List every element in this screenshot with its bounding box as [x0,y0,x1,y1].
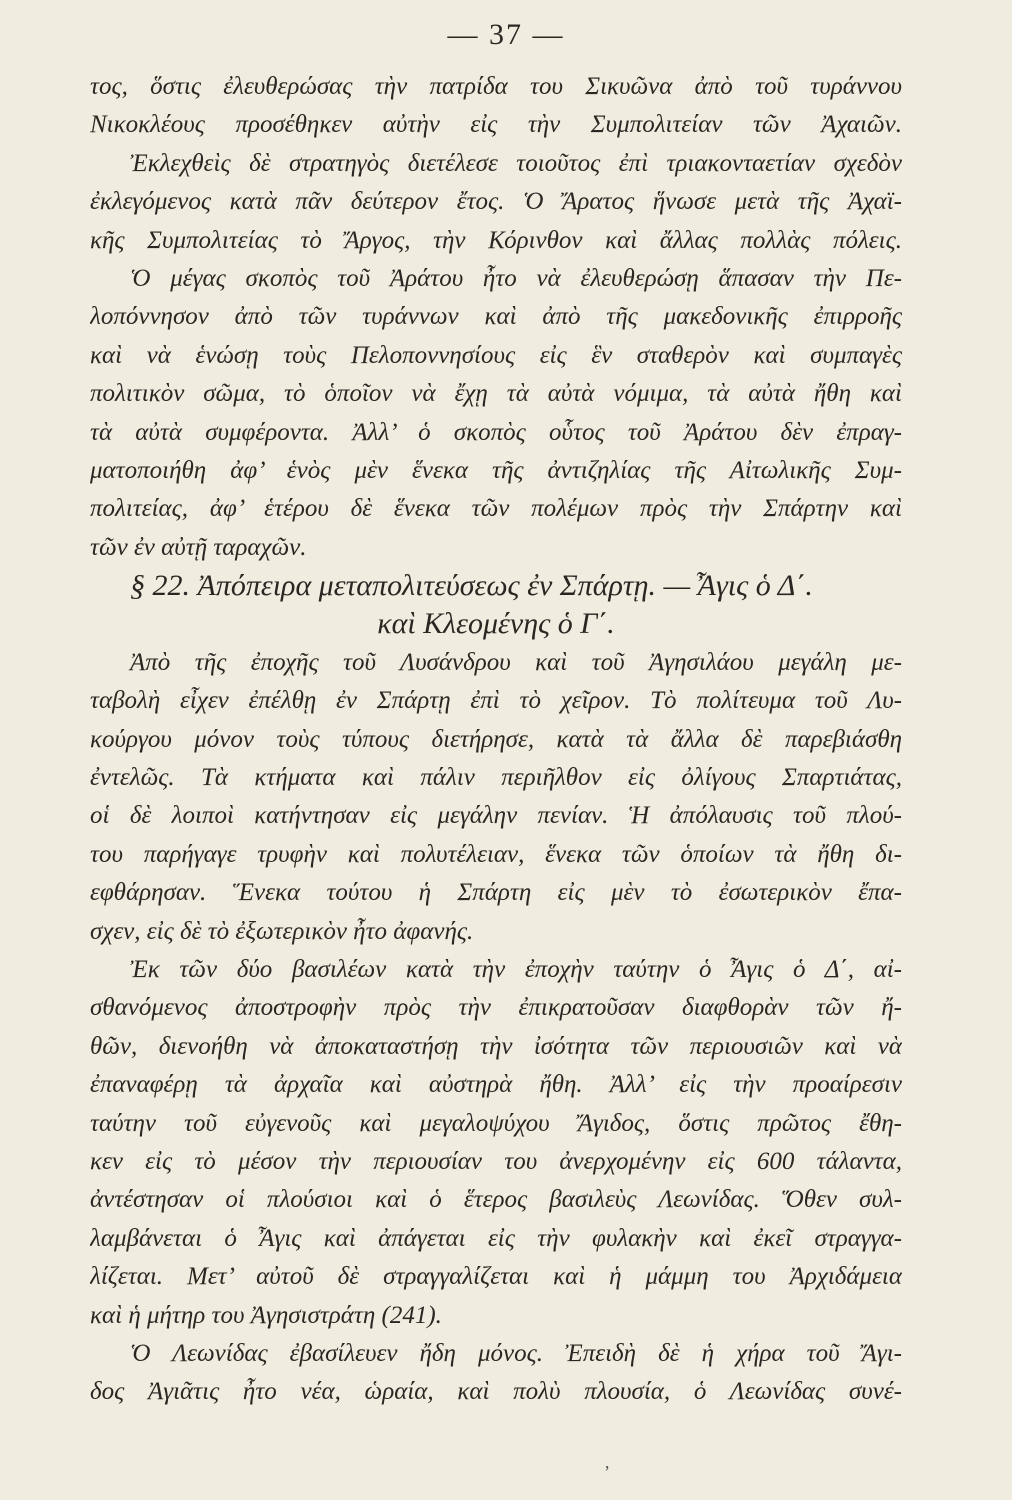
text-line: εφθάρησαν. Ἕνεκα τούτου ἡ Σπάρτη εἰς μὲν τὸ ἐσωτερικὸν ἔπα- [90,879,902,907]
text-line: καὶ νὰ ἑνώσῃ τοὺς Πελοποννησίους εἰς ἓν σταθερὸν καὶ συμπαγὲς [90,341,902,369]
stray-mark: ʼ [604,1462,610,1482]
page-number: — 37 — [447,18,565,51]
paragraph [90,68,902,260]
text-line: ἀντέστησαν οἱ πλούσιοι καὶ ὁ ἕτερος βασιλεὺς Λεωνίδας. Ὅθεν συλ- [90,1186,902,1214]
text-line: τος, ὅστις ἐλευθερώσας τὴν πατρίδα του Σικυῶνα ἀπὸ τοῦ τυράννου [90,73,902,100]
text-line: Ὁ Λεωνίδας ἐβασίλευεν ἤδη μόνος. Ἐπειδὴ δὲ ἡ χήρα τοῦ Ἄγι- [130,1339,902,1367]
text-line: κεν εἰς τὸ μέσον τὴν περιουσίαν του ἀνερχομένην εἰς 600 τάλαντα, [90,1147,902,1175]
text-line: λίζεται. Μετ’ αὐτοῦ δὲ στραγγαλίζεται καὶ ἡ μάμμη του Ἀρχιδάμεια [90,1263,902,1291]
text-line: σχεν, εἰς δὲ τὸ ἐξωτερικὸν ἦτο ἀφανής. [90,917,474,945]
text-line: Ὁ μέγας σκοπὸς τοῦ Ἀράτου ἦτο νὰ ἐλευθερώσῃ ἅπασαν τὴν Πε- [130,264,902,292]
text-line: θῶν, διενοήθη νὰ ἀποκαταστήσῃ τὴν ἰσότητα τῶν περιουσιῶν καὶ νὰ [90,1032,902,1060]
paragraph [90,260,902,567]
text-line: ταύτην τοῦ εὐγενοῦς καὶ μεγαλοψύχου Ἄγιδος, ὅστις πρῶτος ἔθη- [90,1109,902,1137]
text-line: ματοποιήθη ἀφ’ ἑνὸς μὲν ἕνεκα τῆς ἀντιζηλίας τῆς Αἰτωλικῆς Συμ- [90,456,902,484]
paragraph [90,951,902,1335]
text-line: ταβολὴ εἶχεν ἐπέλθῃ ἐν Σπάρτῃ ἐπὶ τὸ χεῖρον. Τὸ πολίτευμα τοῦ Λυ- [90,687,902,715]
section-heading [90,567,902,644]
paragraph [90,1335,902,1412]
text-line: ἐπαναφέρῃ τὰ ἀρχαῖα καὶ αὐστηρὰ ἤθη. Ἀλλ’ εἰς τὴν προαίρεσιν [90,1071,902,1099]
text-line: Ἐκ τῶν δύο βασιλέων κατὰ τὴν ἐποχὴν ταύτην ὁ Ἆγις ὁ Δ΄, αἰ- [130,955,902,983]
text-line: κούργου μόνον τοὺς τύπους διετήρησε, κατὰ τὰ ἄλλα δὲ παρεβιάσθη [90,725,902,753]
text-line: Νικοκλέους προσέθηκεν αὐτὴν εἰς τὴν Συμπολιτείαν τῶν Ἀχαιῶν. [90,111,902,139]
body-text [90,68,902,1412]
text-line: δος Ἀγιᾶτις ἦτο νέα, ὡραία, καὶ πολὺ πλουσία, ὁ Λεωνίδας συνέ- [90,1378,902,1406]
paragraph [90,644,902,951]
text-line: οἱ δὲ λοιποὶ κατήντησαν εἰς μεγάλην πενίαν. Ἡ ἀπόλαυσις τοῦ πλού- [90,802,902,830]
text-line: σθανόμενος ἀποστροφὴν πρὸς τὴν ἐπικρατοῦσαν διαφθορὰν τῶν ἤ- [90,994,902,1022]
section-heading-line: καὶ Κλεομένης ὁ Γ΄. [377,607,615,641]
text-line: λοπόννησον ἀπὸ τῶν τυράννων καὶ ἀπὸ τῆς μακεδονικῆς ἐπιρροῆς [90,303,902,331]
text-line: Ἐκλεχθεὶς δὲ στρατηγὸς διετέλεσε τοιοῦτος ἐπὶ τριακονταετίαν σχεδὸν [130,149,902,177]
text-line: ἐντελῶς. Τὰ κτήματα καὶ πάλιν περιῆλθον εἰς ὀλίγους Σπαρτιάτας, [90,764,902,792]
text-line: του παρήγαγε τρυφὴν καὶ πολυτέλειαν, ἕνεκα τῶν ὁποίων τὰ ἤθη δι- [90,840,902,868]
text-line: τῶν ἐν αὐτῇ ταραχῶν. [90,533,307,561]
section-heading-line: § 22. Ἀπόπειρα μεταπολιτεύσεως ἐν Σπάρτῃ. — Ἆγις ὁ Δ΄. [130,569,813,603]
text-line: καὶ ἡ μήτηρ του Ἀγησιστράτη (241). [90,1301,442,1329]
text-line: ἐκλεγόμενος κατὰ πᾶν δεύτερον ἔτος. Ὁ Ἄρατος ἥνωσε μετὰ τῆς Ἀχαϊ- [90,188,902,216]
text-line: κῆς Συμπολιτείας τὸ Ἄργος, τὴν Κόρινθον καὶ ἄλλας πολλὰς πόλεις. [90,226,902,254]
text-line: πολιτείας, ἀφ’ ἑτέρου δὲ ἕνεκα τῶν πολέμων πρὸς τὴν Σπάρτην καὶ [90,495,902,523]
text-line: Ἀπὸ τῆς ἐποχῆς τοῦ Λυσάνδρου καὶ τοῦ Ἀγησιλάου μεγάλη με- [130,648,902,676]
text-line: τὰ αὐτὰ συμφέροντα. Ἀλλ’ ὁ σκοπὸς οὗτος τοῦ Ἀράτου δὲν ἐπραγ- [90,418,902,446]
text-line: λαμβάνεται ὁ Ἆγις καὶ ἀπάγεται εἰς τὴν φυλακὴν καὶ ἐκεῖ στραγγα- [90,1224,902,1252]
text-line: πολιτικὸν σῶμα, τὸ ὁποῖον νὰ ἔχῃ τὰ αὐτὰ νόμιμα, τὰ αὐτὰ ἤθη καὶ [90,380,902,408]
